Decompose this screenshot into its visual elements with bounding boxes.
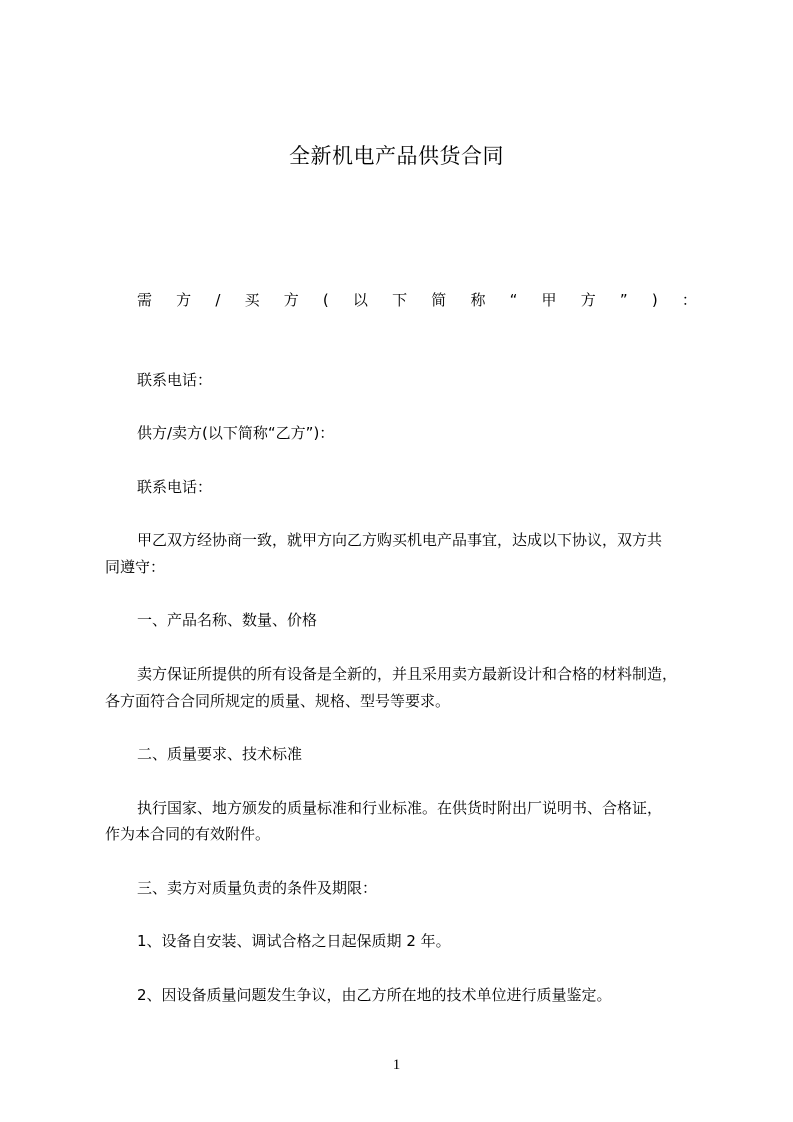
buyer-line-char: 称 <box>470 291 486 309</box>
buyer-line-char: 需 <box>137 291 153 309</box>
buyer-line-char: 买 <box>244 291 260 309</box>
buyer-line-char: 简 <box>431 291 447 309</box>
buyer-line-char: ： <box>681 291 697 309</box>
section2-paragraph-line: 执行国家、地方颁发的质量标准和行业标准。在供货时附出厂说明书、合格证， <box>137 799 663 817</box>
buyer-line-char: “ <box>509 291 518 309</box>
section-heading: 二、质量要求、技术标准 <box>137 745 303 763</box>
intro-paragraph-line: 甲乙双方经协商一致，就甲方向乙方购买机电产品事宜，达成以下协议，双方共 <box>137 531 663 549</box>
section1-paragraph-line: 各方面符合合同所规定的质量、规格、型号等要求。 <box>105 692 451 710</box>
seller-phone: 联系电话： <box>137 478 213 496</box>
section2-paragraph-line: 作为本合同的有效附件。 <box>105 825 271 843</box>
buyer-line-char: 甲 <box>541 291 557 309</box>
intro-paragraph-line: 同遵守： <box>105 558 166 576</box>
buyer-line-char: ( <box>322 291 329 309</box>
buyer-line-char: 方 <box>580 291 596 309</box>
page-number: 1 <box>392 1057 401 1073</box>
buyer-line-char: ) <box>651 291 658 309</box>
buyer-line-char: ” <box>619 291 628 309</box>
buyer-line-char: 方 <box>176 291 192 309</box>
buyer-line-char: / <box>215 291 221 309</box>
section1-paragraph-line: 卖方保证所提供的所有设备是全新的，并且采用卖方最新设计和合格的材料制造， <box>137 665 678 683</box>
section-heading: 三、卖方对质量负责的条件及期限： <box>137 879 378 897</box>
section3-item: 1、设备自安装、调试合格之日起保质期 2 年。 <box>137 932 451 950</box>
buyer-phone: 联系电话： <box>137 371 213 389</box>
document-title: 全新机电产品供货合同 <box>289 144 504 168</box>
section-heading: 一、产品名称、数量、价格 <box>137 611 318 629</box>
buyer-line-char: 下 <box>392 291 408 309</box>
seller-line: 供方/卖方(以下简称“乙方”)： <box>137 424 335 442</box>
buyer-line <box>137 287 697 313</box>
buyer-line-char: 以 <box>352 291 368 309</box>
buyer-line-char: 方 <box>283 291 299 309</box>
section3-item: 2、因设备质量问题发生争议，由乙方所在地的技术单位进行质量鉴定。 <box>137 986 612 1004</box>
